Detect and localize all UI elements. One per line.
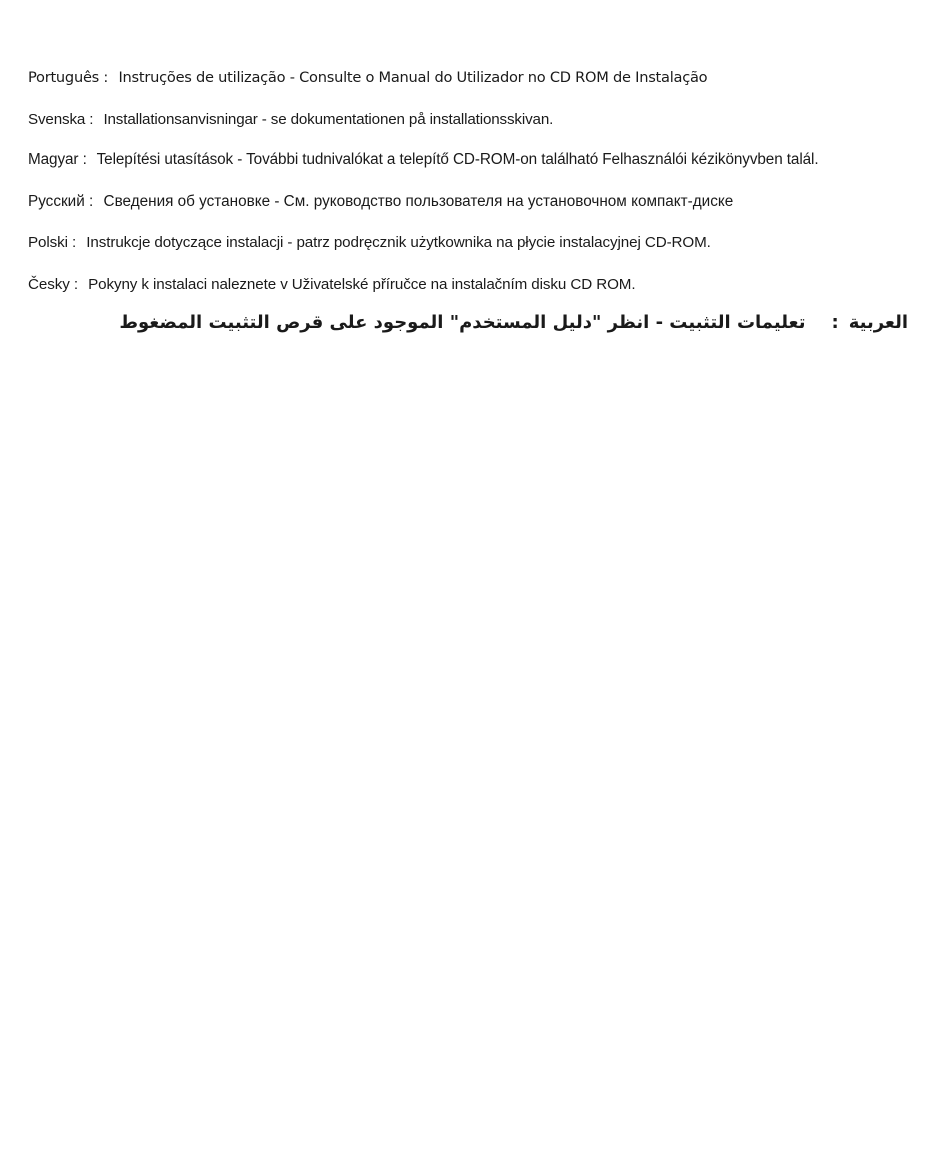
language-separator: : <box>72 234 77 251</box>
instruction-text: Telepítési utasítások - További tudnivalókat a telepítő CD-ROM-on található Felhasználói kézikönyvben talál. <box>96 151 819 168</box>
language-name: العربية <box>848 312 908 333</box>
language-name: Русский <box>28 193 85 210</box>
instruction-line-portuguese <box>28 68 707 88</box>
instruction-line-polish <box>28 233 711 253</box>
instruction-text: Pokyny k instalaci naleznete v Uživatelské příručce na instalačním disku CD ROM. <box>88 276 636 293</box>
language-separator: : <box>103 69 109 86</box>
language-name: Svenska <box>28 111 86 128</box>
language-name: Polski <box>28 234 68 251</box>
instruction-line-czech <box>28 275 635 295</box>
language-separator: : <box>89 111 94 128</box>
language-separator: : <box>89 193 94 210</box>
instruction-text: Сведения об установке - См. руководство пользователя на установочном компакт-диске <box>103 193 734 210</box>
language-name: Česky <box>28 276 70 293</box>
language-separator: : <box>831 312 839 333</box>
language-name: Magyar <box>28 151 79 168</box>
language-name: Português <box>28 69 100 86</box>
instruction-text: Installationsanvisningar - se dokumentationen på installationsskivan. <box>103 111 554 128</box>
installation-instructions <box>28 0 908 360</box>
instruction-line-arabic <box>119 311 908 335</box>
language-separator: : <box>82 151 87 168</box>
language-separator: : <box>73 276 78 293</box>
instruction-line-swedish <box>28 110 553 130</box>
instruction-text: Instruções de utilização - Consulte o Manual do Utilizador no CD ROM de Instalação <box>118 69 708 86</box>
instruction-line-russian <box>28 192 733 212</box>
instruction-text: Instrukcje dotyczące instalacji - patrz podręcznik użytkownika na płycie instalacyjnej CD-ROM. <box>86 234 711 251</box>
instruction-line-hungarian <box>28 150 818 170</box>
instruction-text: تعليمات التثبيت - انظر "دليل المستخدم" الموجود على قرص التثبيت المضغوط <box>119 312 806 333</box>
